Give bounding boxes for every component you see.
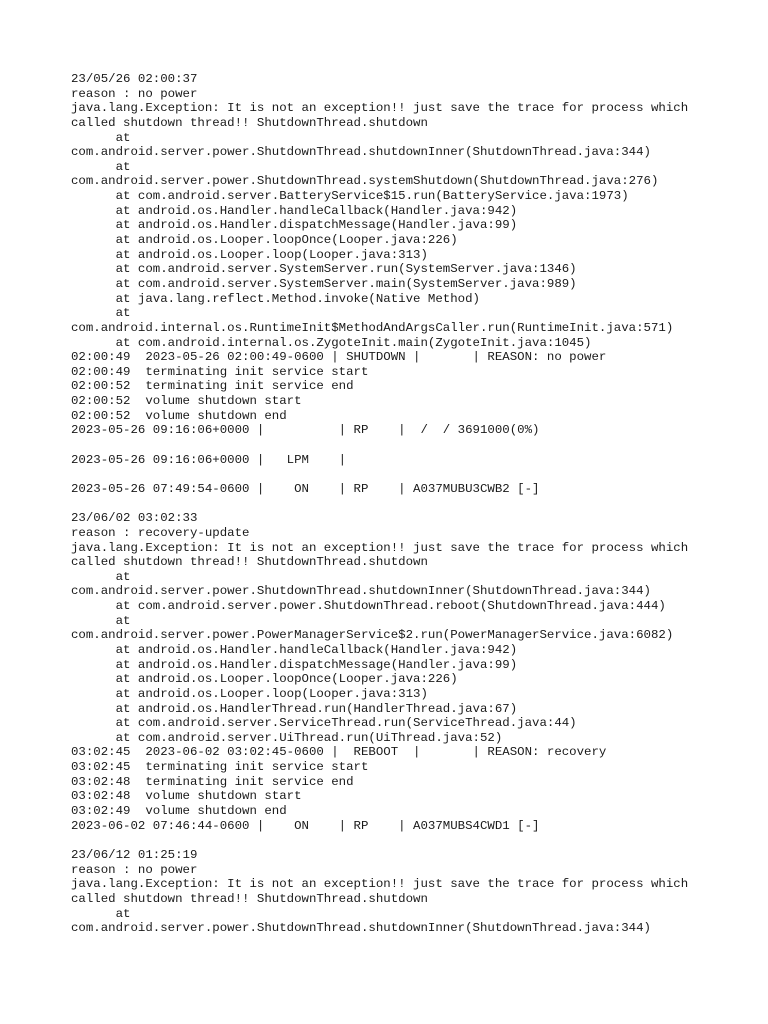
log-line: at com.android.server.BatteryService$15.run(BatteryService.java:1973) — [71, 189, 629, 204]
log-line: at android.os.HandlerThread.run(HandlerThread.java:67) — [71, 701, 518, 716]
log-line: 2023-05-26 07:49:54-0600 | ON | RP | A037MUBU3CWB2 [-] — [71, 481, 540, 496]
log-line: 02:00:52 terminating init service end — [71, 379, 354, 394]
log-line: com.android.server.power.PowerManagerService$2.run(PowerManagerService.java:6082) — [71, 628, 674, 643]
log-line: com.android.server.power.ShutdownThread.systemShutdown(ShutdownThread.java:276) — [71, 174, 659, 189]
log-line: at android.os.Looper.loop(Looper.java:313) — [71, 686, 428, 701]
log-line — [71, 497, 761, 512]
log-line: reason : recovery-update — [71, 525, 250, 540]
log-line: at — [71, 159, 131, 174]
log-line: called shutdown thread!! ShutdownThread.shutdown — [71, 555, 428, 570]
log-line: at android.os.Handler.dispatchMessage(Handler.java:99) — [71, 218, 518, 233]
log-line: at com.android.server.SystemServer.run(SystemServer.java:1346) — [71, 262, 577, 277]
log-line — [71, 438, 761, 453]
log-line: at com.android.internal.os.ZygoteInit.main(ZygoteInit.java:1045) — [71, 335, 592, 350]
log-line: java.lang.Exception: It is not an exception!! just save the trace for process which — [71, 540, 689, 555]
log-document — [71, 72, 761, 936]
log-line: 03:02:48 volume shutdown start — [71, 789, 302, 804]
log-line: 02:00:52 volume shutdown end — [71, 408, 287, 423]
log-line: com.android.internal.os.RuntimeInit$MethodAndArgsCaller.run(RuntimeInit.java:571) — [71, 320, 674, 335]
log-line: 23/06/12 01:25:19 — [71, 847, 198, 862]
log-line: com.android.server.power.ShutdownThread.shutdownInner(ShutdownThread.java:344) — [71, 921, 651, 936]
log-line — [71, 467, 761, 482]
log-line: at com.android.server.power.ShutdownThread.reboot(ShutdownThread.java:444) — [71, 599, 666, 614]
log-line: com.android.server.power.ShutdownThread.shutdownInner(ShutdownThread.java:344) — [71, 145, 651, 160]
log-line: reason : no power — [71, 86, 198, 101]
log-line: 03:02:45 terminating init service start — [71, 760, 369, 775]
log-line: com.android.server.power.ShutdownThread.shutdownInner(ShutdownThread.java:344) — [71, 584, 651, 599]
log-line: at android.os.Looper.loopOnce(Looper.java:226) — [71, 672, 458, 687]
log-line: 23/06/02 03:02:33 — [71, 511, 198, 526]
log-line — [71, 833, 761, 848]
log-line: at — [71, 569, 131, 584]
log-line: at — [71, 906, 131, 921]
log-line: at android.os.Looper.loopOnce(Looper.java:226) — [71, 233, 458, 248]
log-line: at — [71, 306, 131, 321]
log-line: at android.os.Handler.handleCallback(Handler.java:942) — [71, 642, 518, 657]
log-line: at — [71, 130, 131, 145]
log-line: 2023-05-26 09:16:06+0000 | LPM | — [71, 452, 347, 467]
log-line: 03:02:49 volume shutdown end — [71, 804, 287, 819]
log-line: 02:00:49 terminating init service start — [71, 364, 369, 379]
log-line: at — [71, 613, 131, 628]
log-line: reason : no power — [71, 862, 198, 877]
log-line: called shutdown thread!! ShutdownThread.shutdown — [71, 115, 428, 130]
log-line: 02:00:52 volume shutdown start — [71, 394, 302, 409]
log-line: 03:02:48 terminating init service end — [71, 774, 354, 789]
log-line: at android.os.Handler.handleCallback(Handler.java:942) — [71, 203, 518, 218]
log-line: called shutdown thread!! ShutdownThread.shutdown — [71, 891, 428, 906]
log-line: 03:02:45 2023-06-02 03:02:45-0600 | REBOOT | | REASON: recovery — [71, 745, 607, 760]
log-line: at com.android.server.UiThread.run(UiThread.java:52) — [71, 730, 503, 745]
log-line: java.lang.Exception: It is not an exception!! just save the trace for process which — [71, 877, 689, 892]
log-line: java.lang.Exception: It is not an exception!! just save the trace for process which — [71, 101, 689, 116]
log-line: at java.lang.reflect.Method.invoke(Native Method) — [71, 291, 480, 306]
log-line: 23/05/26 02:00:37 — [71, 72, 198, 86]
log-line: at com.android.server.SystemServer.main(SystemServer.java:989) — [71, 276, 577, 291]
log-line: at android.os.Looper.loop(Looper.java:313) — [71, 247, 428, 262]
log-line: 02:00:49 2023-05-26 02:00:49-0600 | SHUTDOWN | | REASON: no power — [71, 350, 607, 365]
log-line: 2023-05-26 09:16:06+0000 | | RP | / / 3691000(0%) — [71, 423, 540, 438]
log-line: at com.android.server.ServiceThread.run(ServiceThread.java:44) — [71, 716, 577, 731]
log-line: 2023-06-02 07:46:44-0600 | ON | RP | A037MUBS4CWD1 [-] — [71, 818, 540, 833]
log-line: at android.os.Handler.dispatchMessage(Handler.java:99) — [71, 657, 518, 672]
